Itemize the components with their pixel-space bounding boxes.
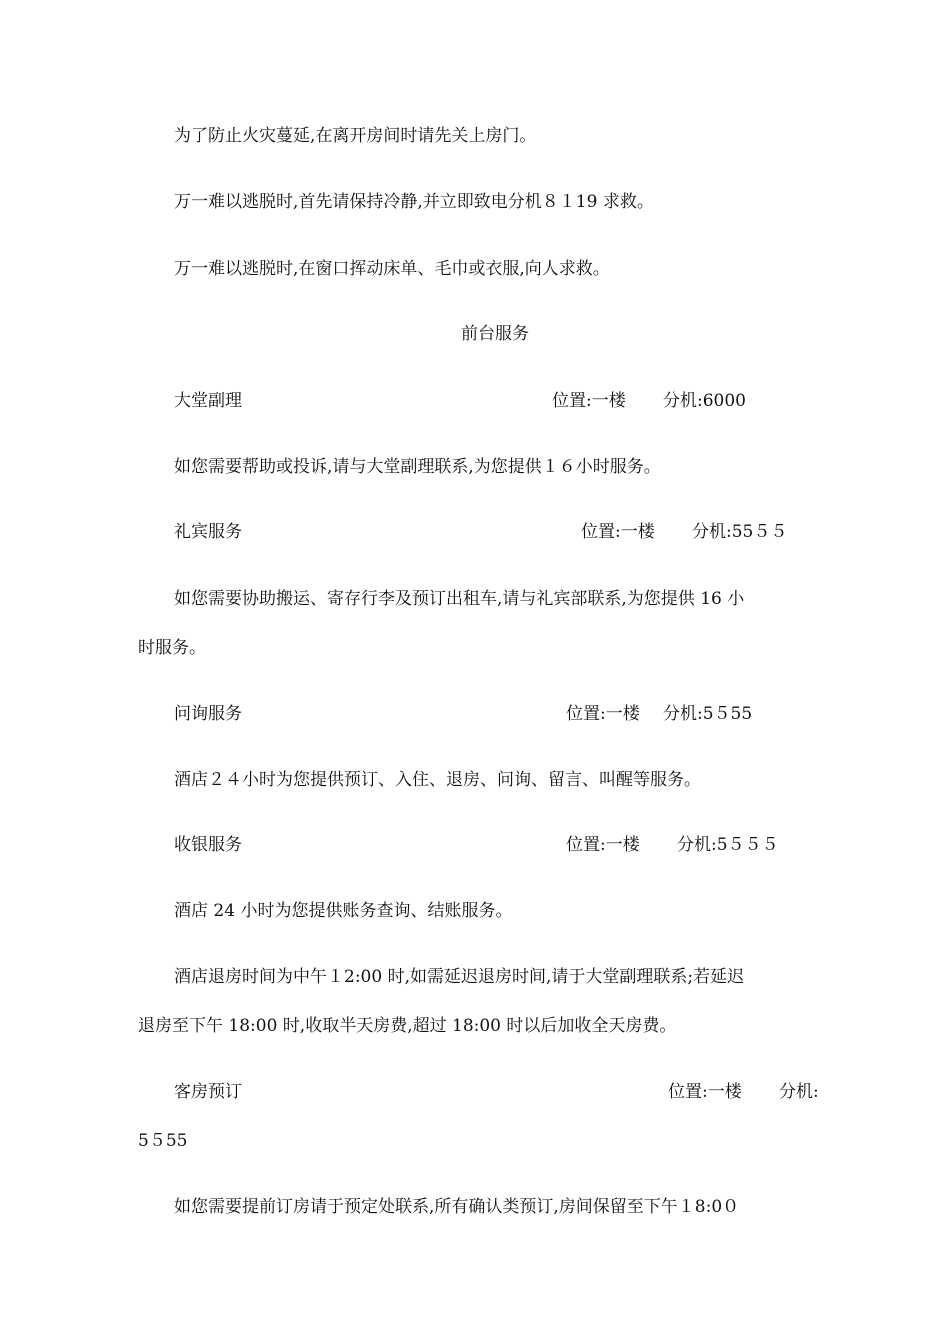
service-extension-number: 5５55 [138,1131,188,1151]
service-location: 位置:一楼 [552,391,626,411]
service-extension: 分机: [779,1082,819,1102]
service-location: 位置:一楼 [668,1082,742,1102]
service-name-inquiry: 问询服务 [174,704,242,724]
service-extension: 分机:55５５ [692,522,788,542]
fire-safety-text: 万一难以逃脱时,在窗口挥动床单、毛巾或衣服,向人求救。 [174,259,610,279]
service-name-concierge: 礼宾服务 [174,522,242,542]
checkout-policy: 酒店退房时间为中午１2:00 时,如需延迟退房时间,请于大堂副理联系;若延迟 [174,967,745,987]
service-description: 如您需要协助搬运、寄存行李及预订出租车,请与礼宾部联系,为您提供 16 小 [174,589,745,609]
service-description: 时服务。 [138,638,206,658]
service-extension: 分机:5５５５ [677,835,779,855]
service-name-lobby: 大堂副理 [174,391,242,411]
fire-safety-text: 为了防止火灾蔓延,在离开房间时请先关上房门。 [174,126,537,146]
service-location: 位置:一楼 [581,522,655,542]
service-description: 如您需要提前订房请于预定处联系,所有确认类预订,房间保留至下午１8:0０ [174,1197,740,1217]
service-description: 酒店 24 小时为您提供账务查询、结账服务。 [174,901,513,921]
service-extension: 分机:6000 [663,391,746,411]
service-extension: 分机:5５55 [663,704,753,724]
service-description: 酒店２４小时为您提供预订、入住、退房、问询、留言、叫醒等服务。 [174,770,701,790]
checkout-policy: 退房至下午 18:00 时,收取半天房费,超过 18:00 时以后加收全天房费。 [138,1016,677,1036]
service-name-reservation: 客房预订 [174,1082,242,1102]
section-title: 前台服务 [461,324,529,344]
service-location: 位置:一楼 [566,835,640,855]
service-location: 位置:一楼 [566,704,640,724]
service-name-cashier: 收银服务 [174,835,242,855]
fire-safety-text: 万一难以逃脱时,首先请保持冷静,并立即致电分机８１19 求救。 [174,192,654,212]
service-description: 如您需要帮助或投诉,请与大堂副理联系,为您提供１６小时服务。 [174,457,661,477]
